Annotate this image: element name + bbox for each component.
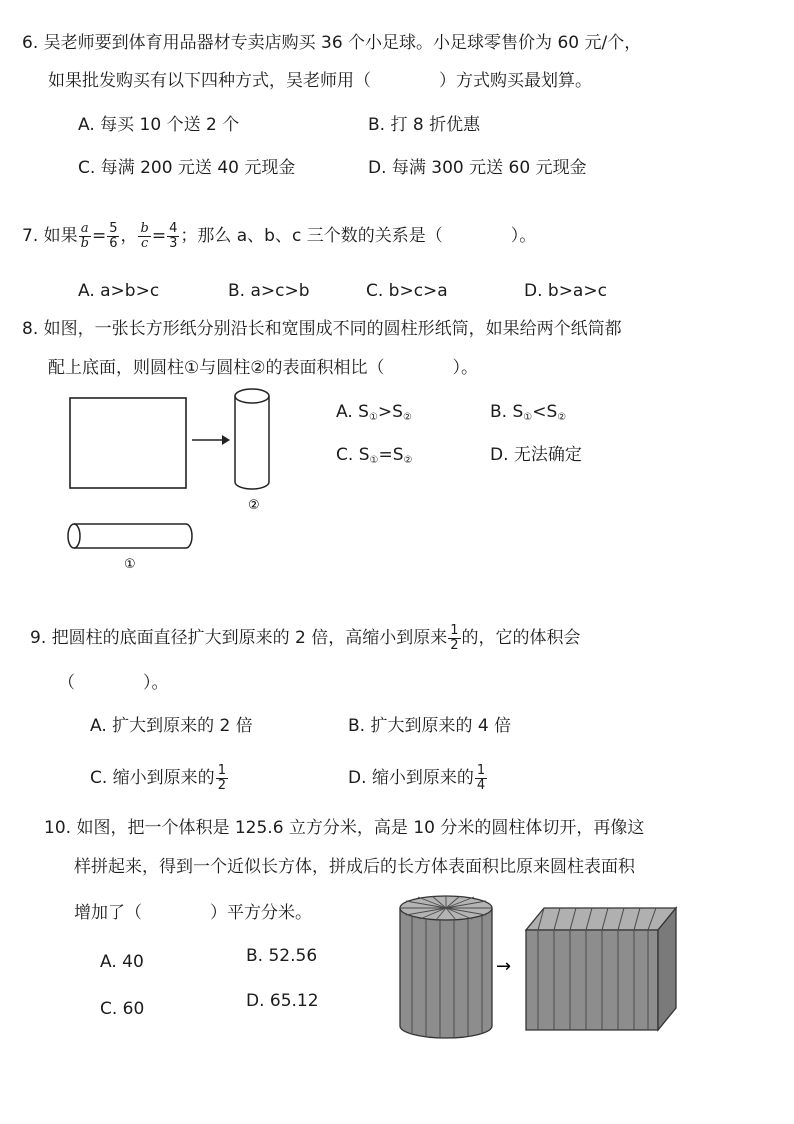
option-letter: B. xyxy=(490,402,508,422)
option-letter: A. xyxy=(336,402,353,422)
comparison-operator: = xyxy=(378,445,393,465)
q9-text-post: 的，它的体积会 xyxy=(461,628,581,648)
q7-line xyxy=(22,219,536,253)
option-text: 无法确定 xyxy=(513,445,582,465)
short-cylinder-1 xyxy=(68,524,192,548)
q9-text-pre: 9. 把圆柱的底面直径扩大到原来的 2 倍，高缩小到原来 xyxy=(30,628,448,648)
frac-denominator: 3 xyxy=(169,235,178,251)
surface-symbol: S xyxy=(392,402,403,422)
q6-line2: 如果批发购买有以下四种方式，吴老师用（ ）方式购买最划算。 xyxy=(48,71,592,91)
q6-option-b: B. 打 8 折优惠 xyxy=(368,115,481,135)
surface-symbol: S xyxy=(546,402,558,422)
q10-line3: 增加了（ ）平方分米。 xyxy=(74,903,312,923)
subscript: ② xyxy=(557,412,567,423)
subscript: ① xyxy=(368,412,378,423)
q10-option-a: A. 40 xyxy=(100,952,144,972)
cut-cylinder xyxy=(400,896,492,1038)
paper-rectangle xyxy=(70,398,186,488)
q6-option-a: A. 每买 10 个送 2 个 xyxy=(78,115,240,135)
q8-line2: 配上底面，则圆柱①与圆柱②的表面积相比（ ）。 xyxy=(48,358,478,378)
q8-figure xyxy=(60,384,290,580)
subscript: ① xyxy=(369,455,379,466)
frac-numerator: a xyxy=(80,220,89,236)
q10-figure xyxy=(392,890,692,1040)
frac-numerator: 1 xyxy=(450,622,459,638)
q9-option-c xyxy=(90,760,229,796)
q8-option-c xyxy=(336,444,412,472)
subscript: ② xyxy=(402,412,412,423)
q9-option-b: B. 扩大到原来的 4 倍 xyxy=(348,716,512,736)
q8-line1: 8. 如图，一张长方形纸分别沿长和宽围成不同的圆柱形纸筒，如果给两个纸筒都 xyxy=(22,319,622,339)
q9-option-a: A. 扩大到原来的 2 倍 xyxy=(90,716,253,736)
q7-option-b: B. a>c>b xyxy=(228,281,310,301)
frac-numerator: 4 xyxy=(169,220,178,236)
equals-sign: = xyxy=(151,226,167,246)
q6-option-c: C. 每满 200 元送 40 元现金 xyxy=(78,158,296,178)
q8-option-d xyxy=(490,444,582,466)
q7-fraction-a-over-b xyxy=(79,222,91,251)
frac-denominator: 2 xyxy=(217,777,226,793)
q9-fraction-half xyxy=(448,624,460,653)
frac-numerator: 1 xyxy=(217,762,226,778)
frac-numerator: 1 xyxy=(476,762,486,778)
surface-symbol: S xyxy=(392,445,404,465)
right-arrow-icon xyxy=(192,435,230,445)
q9-option-d-fraction xyxy=(475,764,487,793)
q7-option-d: D. b>a>c xyxy=(524,281,607,301)
equals-sign: = xyxy=(91,226,107,246)
q9-option-d xyxy=(348,760,488,796)
option-text: C. 缩小到原来的 xyxy=(90,768,215,788)
q7-prefix: 7. 如果 xyxy=(22,226,78,246)
separator: ， xyxy=(120,226,138,246)
frac-denominator: b xyxy=(80,235,89,251)
frac-denominator: c xyxy=(141,235,149,251)
right-arrow-icon: → xyxy=(496,956,512,977)
q7-option-c: C. b>c>a xyxy=(366,281,448,301)
q9-line2: （ ）。 xyxy=(58,673,169,693)
subscript: ① xyxy=(523,412,533,423)
q7-fraction-4-over-3 xyxy=(167,222,179,251)
q9-line1 xyxy=(30,620,581,656)
option-letter: D. xyxy=(490,445,509,465)
q7-option-a: A. a>b>c xyxy=(78,281,160,301)
comparison-operator: > xyxy=(377,402,393,422)
surface-symbol: S xyxy=(512,402,524,422)
q7-suffix: ；那么 a、b、c 三个数的关系是（ ）。 xyxy=(180,226,537,246)
surface-symbol: S xyxy=(358,402,369,422)
cylinder-2-label: ② xyxy=(248,498,260,513)
q10-line1: 10. 如图，把一个体积是 125.6 立方分米，高是 10 分米的圆柱体切开，再像这 xyxy=(44,818,645,838)
frac-numerator: 5 xyxy=(109,220,118,236)
surface-symbol: S xyxy=(358,445,370,465)
q7-fraction-b-over-c xyxy=(138,222,150,251)
option-text: D. 缩小到原来的 xyxy=(348,768,474,788)
q8-option-b xyxy=(490,401,566,429)
q9-option-c-fraction xyxy=(216,764,228,793)
cylinder-1-label: ① xyxy=(124,557,136,572)
frac-denominator: 2 xyxy=(450,637,459,653)
frac-numerator: b xyxy=(140,220,149,236)
q10-line2: 样拼起来，得到一个近似长方体，拼成后的长方体表面积比原来圆柱表面积 xyxy=(74,857,635,877)
q7-fraction-5-over-6 xyxy=(107,222,119,251)
option-letter: C. xyxy=(336,445,354,465)
frac-denominator: 6 xyxy=(109,235,118,251)
subscript: ② xyxy=(403,455,413,466)
frac-denominator: 4 xyxy=(476,777,486,793)
tall-cylinder-2 xyxy=(235,389,269,489)
comparison-operator: < xyxy=(532,402,547,422)
q10-option-b: B. 52.56 xyxy=(246,946,318,966)
q6-line1: 6. 吴老师要到体育用品器材专卖店购买 36 个小足球。小足球零售价为 60 元/个， xyxy=(22,33,642,53)
q10-option-c: C. 60 xyxy=(100,999,145,1019)
q8-option-a xyxy=(336,401,412,429)
approx-cuboid xyxy=(526,908,676,1030)
q6-option-d: D. 每满 300 元送 60 元现金 xyxy=(368,158,587,178)
q10-option-d: D. 65.12 xyxy=(246,991,319,1011)
